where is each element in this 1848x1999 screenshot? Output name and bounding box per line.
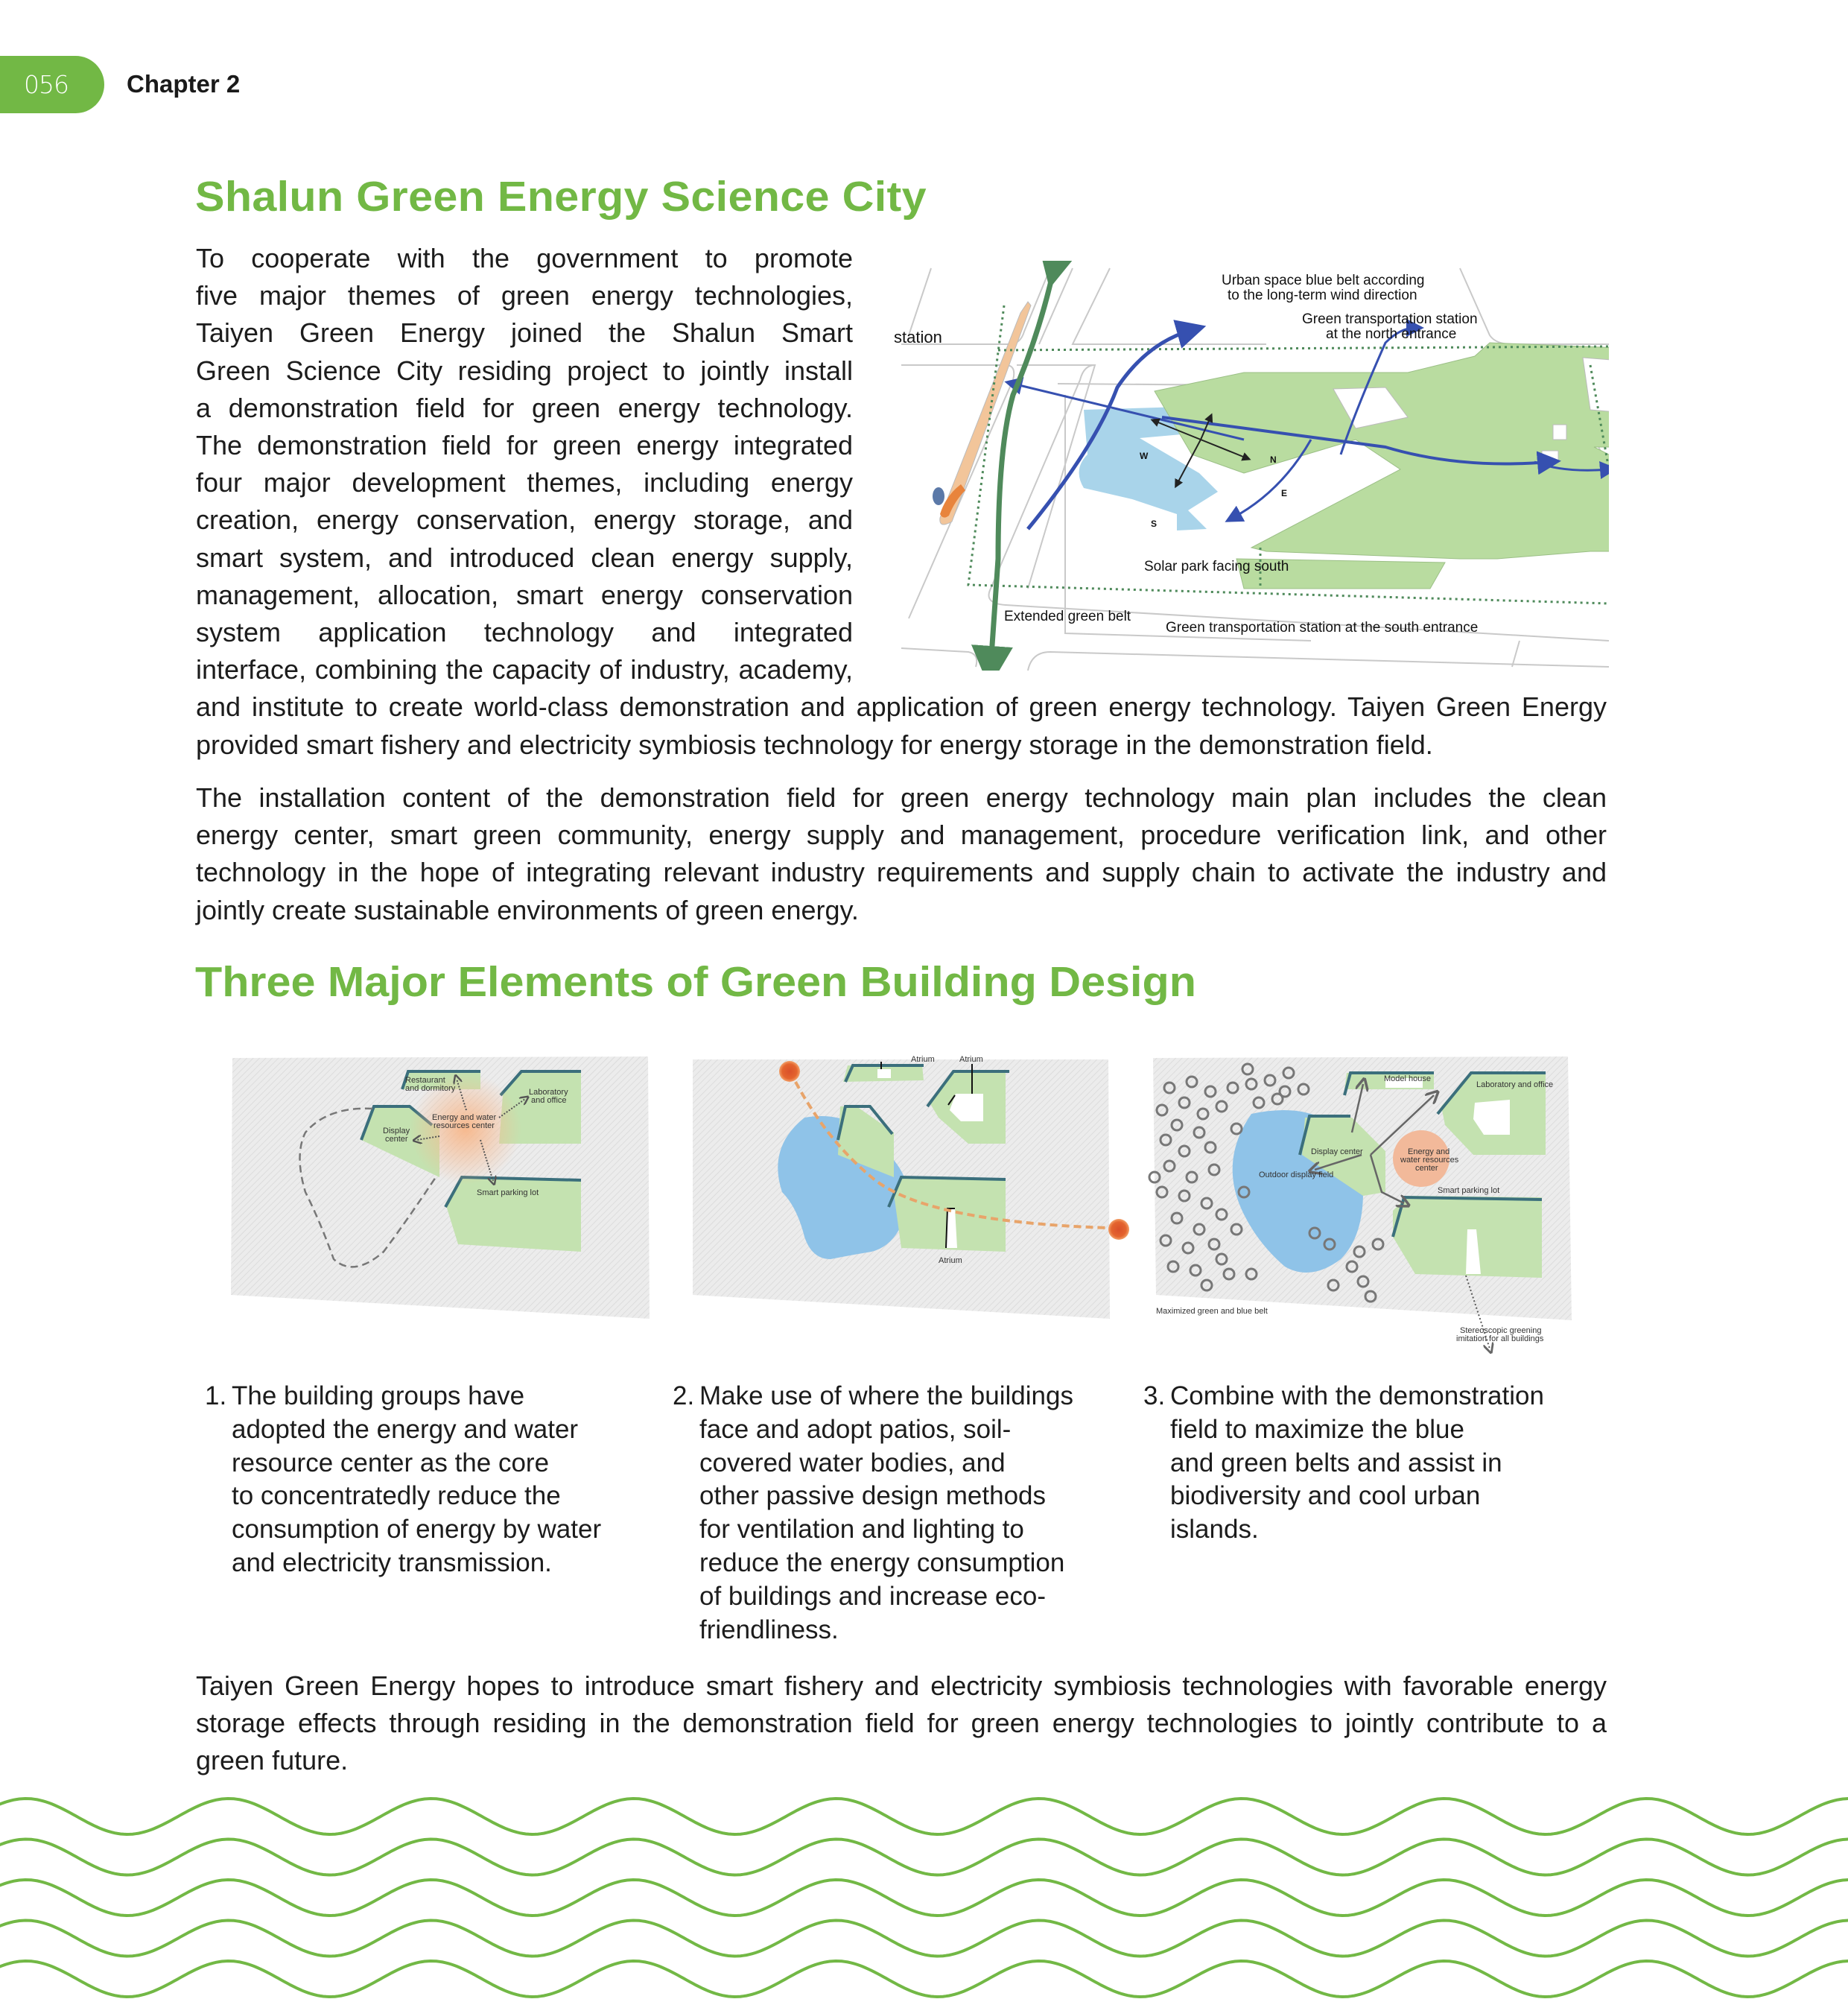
label-restaurant-1: Restaurant — [405, 1076, 445, 1085]
label-display-1: Display — [383, 1127, 410, 1135]
label-atrium-3: Atrium — [939, 1256, 962, 1265]
compass-e: E — [1281, 488, 1288, 498]
paragraph-line: five major themes of green energy technologies, — [196, 280, 853, 311]
list-line: to concentratedly reduce the — [232, 1481, 561, 1511]
site-plan-figure — [894, 261, 1609, 671]
list-line: biodiversity and cool urban — [1170, 1481, 1481, 1511]
paragraph-line: four major development themes, including energy — [196, 467, 853, 498]
paragraph-line: smart system, and introduced clean energy supply, — [196, 542, 853, 573]
label-restaurant-2: and dormitory — [405, 1084, 456, 1093]
compass-s: S — [1151, 519, 1158, 529]
list-line: adopted the energy and water — [232, 1414, 579, 1444]
section-title-shalun: Shalun Green Energy Science City — [195, 173, 927, 221]
label-outdoor-field: Outdoor display field — [1259, 1170, 1334, 1179]
label-lab-1: Laboratory — [529, 1088, 568, 1097]
train-icon — [933, 302, 1031, 525]
diagram-energy-core — [223, 1043, 655, 1326]
paragraph-line: jointly create sustainable environments of green energy. — [196, 894, 859, 925]
paragraph-line: storage effects through residing in the demonstration field for green energy technologies to jointly contribute to a — [196, 1708, 1607, 1739]
wave-line — [0, 1880, 1848, 1916]
paragraph-line: system application technology and integrated — [196, 617, 853, 647]
list-line: resource center as the core — [232, 1448, 550, 1477]
label-parking: Smart parking lot — [477, 1188, 539, 1197]
list-line: for ventilation and lighting to — [699, 1515, 1024, 1545]
list-item-3 — [1143, 1380, 1544, 1547]
list-line: and electricity transmission. — [232, 1547, 552, 1577]
label-display-2: center — [385, 1135, 408, 1144]
paragraph-line: The installation content of the demonstration field for green energy technology main plan includes the clean — [196, 782, 1607, 813]
list-line: islands. — [1170, 1515, 1259, 1545]
paragraph-line: The demonstration field for green energy integrated — [196, 430, 853, 460]
compass-w: W — [1140, 451, 1149, 461]
list-line: Combine with the demonstration — [1170, 1381, 1544, 1410]
label-lab: Laboratory and office — [1476, 1080, 1554, 1089]
paragraph-line: Taiyen Green Energy hopes to introduce smart fishery and electricity symbiosis technologies with favorable energy — [196, 1670, 1607, 1701]
paragraph-line: energy center, smart green community, energy supply and management, procedure verification link, and other — [196, 820, 1607, 851]
map-label-solar-park: Solar park facing south — [1144, 559, 1289, 574]
label-energy-3: center — [1415, 1164, 1438, 1173]
list-line: The building groups have — [232, 1381, 525, 1410]
map-label-blue-belt-1: Urban space blue belt according — [1222, 273, 1425, 288]
list-line: Make use of where the buildings — [699, 1381, 1073, 1410]
label-energy-1: Energy and — [1408, 1147, 1450, 1156]
map-label-green-belt: Extended green belt — [1004, 609, 1131, 624]
list-line: consumption of energy by water — [232, 1515, 602, 1545]
site-plan-drawing — [894, 261, 1609, 671]
list-line: reduce the energy consumption — [699, 1547, 1065, 1577]
label-lab-2: and office — [531, 1096, 567, 1105]
map-label-north-station-1: Green transportation station — [1302, 311, 1478, 327]
wave-line — [0, 1961, 1848, 1997]
label-model-house: Model house — [1384, 1074, 1431, 1083]
section-title-green-building: Three Major Elements of Green Building Design — [195, 958, 1196, 1006]
diagram-passive-design — [678, 1036, 1155, 1326]
list-number: 2. — [673, 1381, 695, 1410]
label-parking: Smart parking lot — [1438, 1186, 1500, 1195]
paragraph-line: Green Science City residing project to jointly install — [196, 355, 853, 386]
paragraph-line: a demonstration field for green energy technology. — [196, 392, 853, 423]
label-greening-2: imitation for all buildings — [1456, 1334, 1544, 1343]
label-display-center: Display center — [1311, 1147, 1363, 1156]
list-number: 1. — [205, 1381, 227, 1410]
list-number: 3. — [1143, 1381, 1166, 1410]
label-greening-1: Stereoscopic greening — [1460, 1326, 1542, 1335]
wave-pattern-icon — [0, 1788, 1848, 1999]
label-atrium-1: Atrium — [911, 1055, 935, 1064]
paragraph-line: technology in the hope of integrating relevant industry requirements and supply chain to activate the industry and — [196, 857, 1607, 888]
list-line: and green belts and assist in — [1170, 1448, 1502, 1477]
paragraph-line: To cooperate with the government to promote — [196, 243, 853, 273]
list-line: field to maximize the blue — [1170, 1414, 1464, 1444]
map-label-north-station-2: at the north entrance — [1326, 326, 1457, 342]
paragraph-line: provided smart fishery and electricity symbiosis technology for energy storage in the demonstration field. — [196, 729, 1433, 760]
label-atrium-2: Atrium — [959, 1055, 983, 1064]
paragraph-line: management, allocation, smart energy conservation — [196, 579, 853, 610]
map-label-south-station: Green transportation station at the south entrance — [1166, 620, 1479, 636]
list-line: other passive design methods — [699, 1481, 1046, 1511]
buildings — [1155, 343, 1609, 589]
label-energy-2: water resources — [1400, 1156, 1459, 1165]
paragraph-line: interface, combining the capacity of industry, academy, — [196, 654, 853, 685]
wave-line — [0, 1921, 1848, 1957]
list-line: of buildings and increase eco- — [699, 1581, 1047, 1611]
list-item-1 — [205, 1380, 601, 1580]
chapter-label: Chapter 2 — [127, 70, 241, 98]
paragraph-line: and institute to create world-class demonstration and application of green energy technology. Taiyen Green Energy — [196, 691, 1607, 723]
label-green-blue-belt: Maximized green and blue belt — [1156, 1307, 1268, 1316]
paragraph-line: Taiyen Green Energy joined the Shalun Smart — [196, 317, 853, 349]
list-line: face and adopt patios, soil- — [699, 1414, 1012, 1444]
paragraph-line: creation, energy conservation, energy storage, and — [196, 504, 853, 536]
list-line: covered water bodies, and — [699, 1448, 1006, 1477]
page-number-tab: 056 — [0, 56, 104, 113]
wave-line — [0, 1840, 1848, 1875]
list-item-2 — [673, 1380, 1073, 1647]
label-energy-2: resources center — [434, 1121, 495, 1130]
diagram-green-blue-belt — [1140, 1043, 1587, 1363]
map-label-station: station — [894, 328, 942, 346]
compass-n: N — [1270, 454, 1277, 465]
list-line: friendliness. — [699, 1615, 839, 1644]
label-energy-1: Energy and water — [432, 1113, 497, 1122]
map-label-blue-belt-2: to the long-term wind direction — [1228, 288, 1417, 303]
wave-line — [0, 1799, 1848, 1834]
paragraph-line: green future. — [196, 1745, 349, 1776]
